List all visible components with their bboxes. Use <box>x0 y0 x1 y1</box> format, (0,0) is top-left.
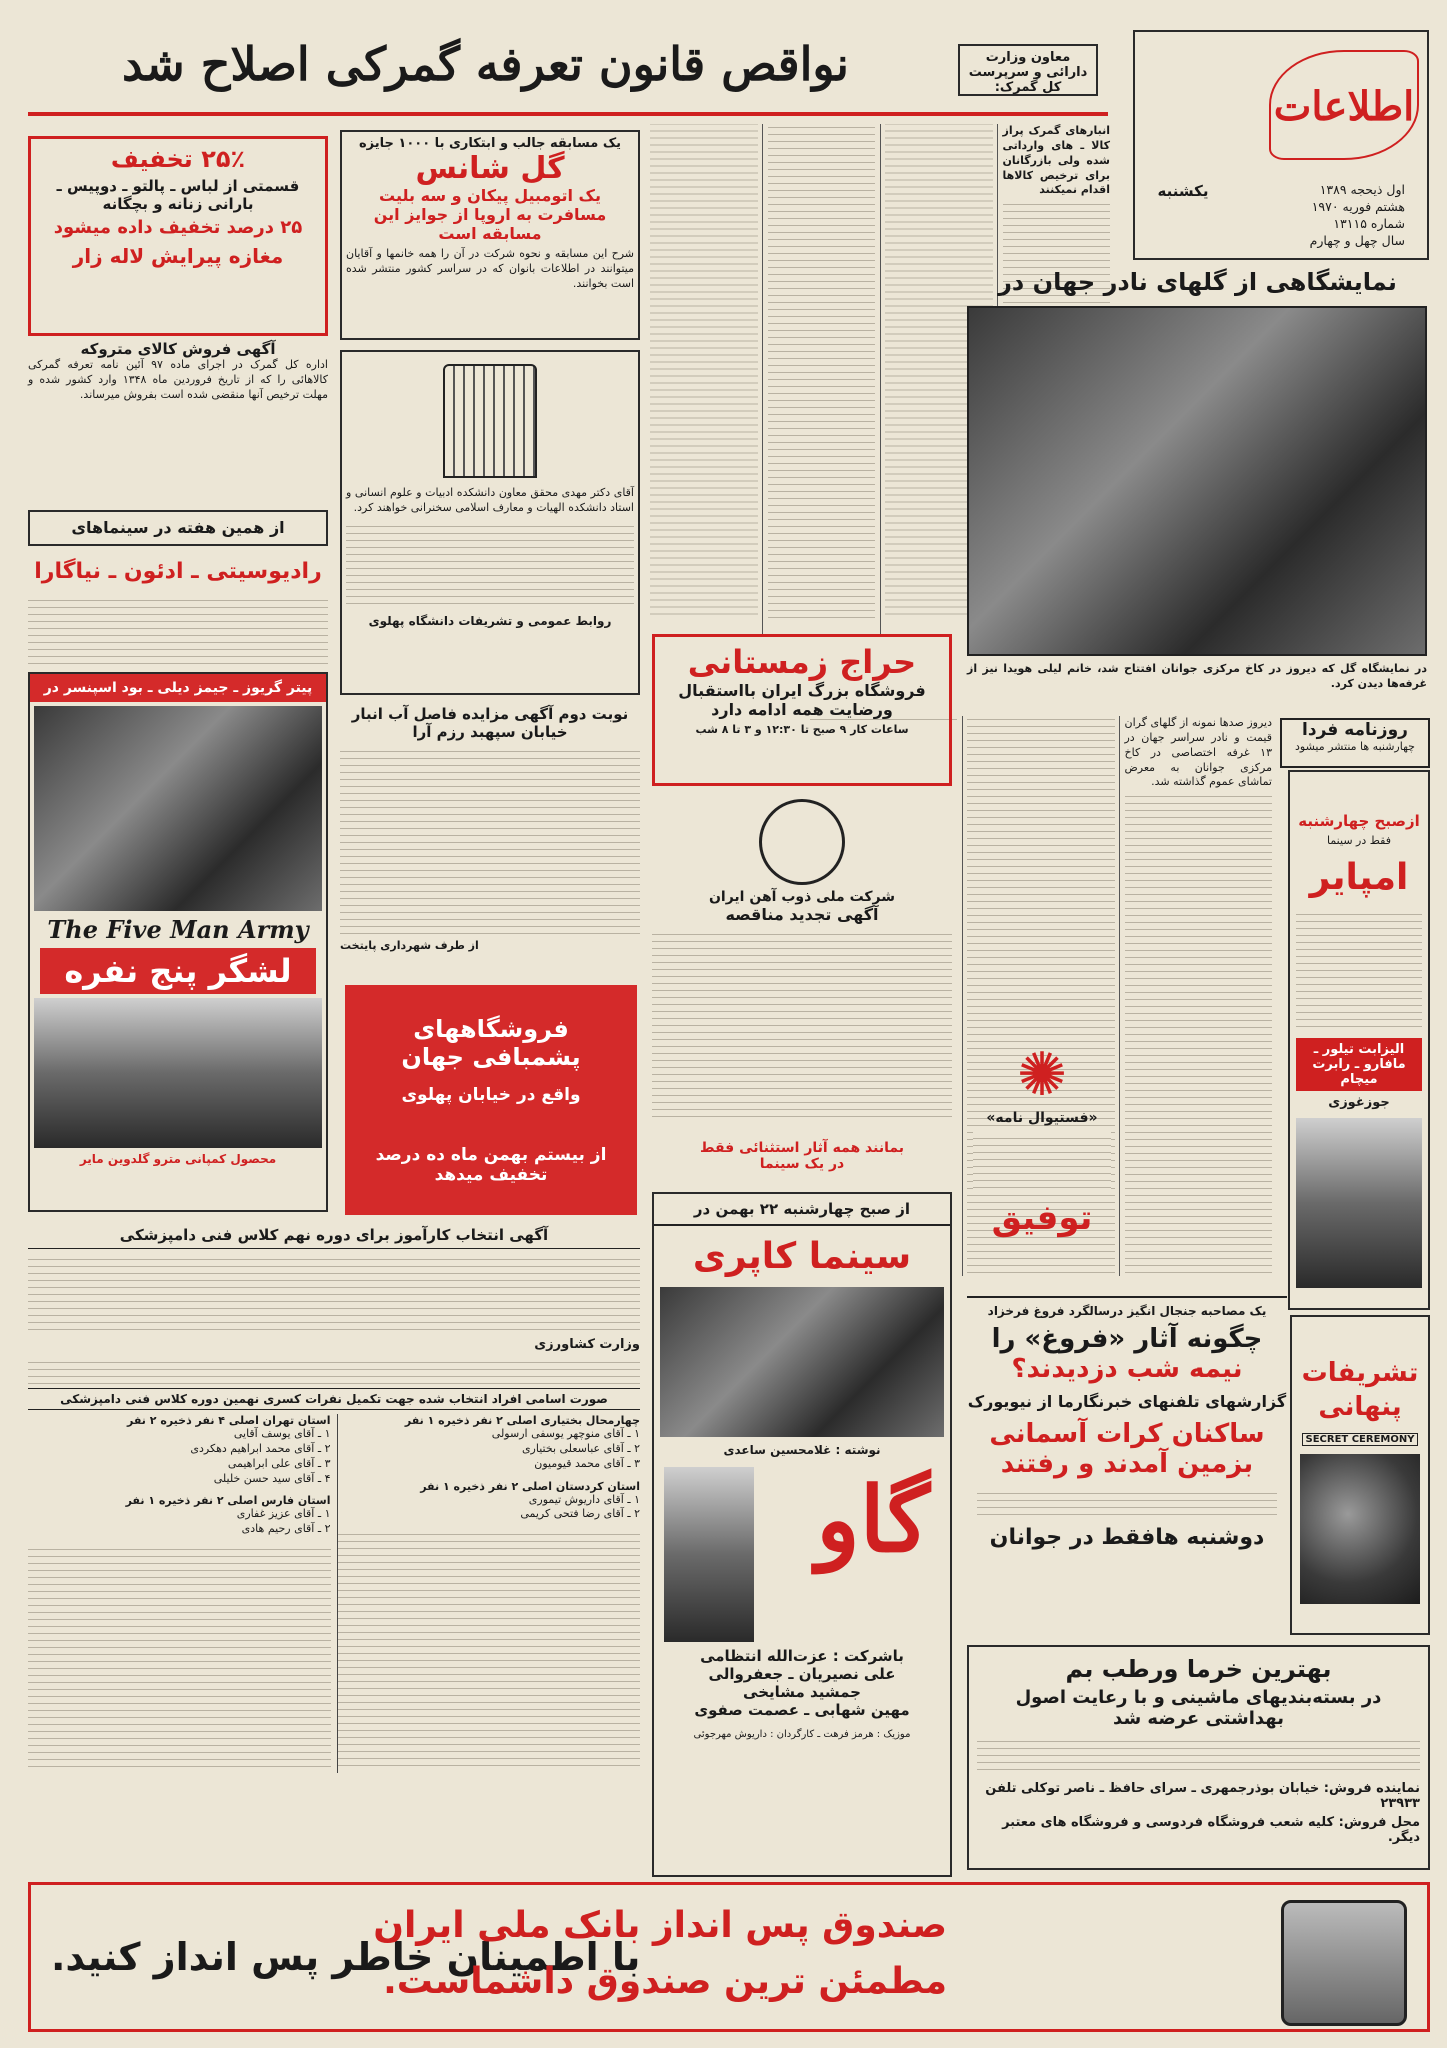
flower-show-title: نمایشگاهی از گلهای نادر جهان در <box>998 268 1397 296</box>
exam-row: ۲ ـ آقای رحیم هادی <box>241 1522 331 1536</box>
forough-feature <box>967 1296 1287 1636</box>
capri-cast-3: مهین شهابی ـ عصمت صفوی <box>694 1701 910 1719</box>
exam-notice <box>28 1222 640 1872</box>
exam-col-title: چهارمحال بختیاری اصلی ۲ نفر ذخیره ۱ نفر <box>404 1414 640 1427</box>
dates-title: بهترین خرما ورطب بم <box>1065 1655 1332 1683</box>
exam-col-2 <box>28 1414 331 1773</box>
forough-question: چگونه آثار «فروغ» را <box>991 1324 1263 1354</box>
exam-col-title: استان کردستان اصلی ۲ نفر ذخیره ۱ نفر <box>420 1479 640 1493</box>
date-line: اول ذیحجه ۱۳۸۹ <box>1319 182 1405 197</box>
capri-kicker: از صبح چهارشنبه ۲۲ بهمن در <box>654 1194 950 1226</box>
car-auction-notice <box>28 340 328 500</box>
tender-heading: نوبت دوم آگهی مزایده فاصل آب انبار خیابان سپهبد رزم آرا <box>351 705 629 741</box>
exam-row: ۲ ـ آقای رضا فتحی کریمی <box>520 1507 640 1521</box>
exam-col-title: استان تهران اصلی ۴ نفر ذخیره ۲ نفر <box>127 1414 331 1427</box>
capri-film-title: گاو <box>816 1467 930 1573</box>
movie-footer: محصول کمپانی مترو گلدوین مایر <box>79 1152 277 1166</box>
winter-sale-sub: فروشگاه بزرگ ایران بااستقبال <box>678 681 926 700</box>
flower-show-caption: در نمایشگاه گل که دیروز در کاخ مرکزی جوانان افتتاح شد، خانم لیلی هویدا نیز از غرفه‌ها دیدن کرد. <box>967 662 1427 690</box>
piggy-bank-icon <box>1281 1900 1407 2026</box>
secret-ceremony-ad <box>1290 1315 1430 1635</box>
steel-co-notice <box>652 795 952 1135</box>
contest-prize: یک اتومبیل پیکان و سه بلیت مسافرت به اروپا از جوایز این مسابقه است <box>373 186 607 243</box>
movie-persian-title: لشگر پنج نفره <box>40 948 316 994</box>
bank-slogan-right: صندوق پس انداز بانک ملی ایران <box>373 1905 947 1946</box>
bank-ad <box>28 1882 1430 2032</box>
forough-text-lines <box>977 1487 1277 1517</box>
cinema-capri-ad <box>652 1192 952 1877</box>
headline-bullet: انبارهای گمرک پراز کالا ـ های وارداتی شده ولی بازرگانان برای ترخیص کالاها اقدام نمیکنند <box>1002 124 1110 197</box>
exam-signature-lines <box>28 1356 640 1384</box>
bakery-sale: از بیستم بهمن ماه ده درصد تخفیف میدهد <box>375 1145 607 1185</box>
exam-text-lines <box>28 1253 640 1333</box>
movie-photo-2 <box>34 998 322 1148</box>
tomorrow-title: روزنامه فردا <box>1302 720 1408 740</box>
capri-name: سینما کاپری <box>692 1236 912 1277</box>
exam-row: ۱ ـ آقای منوچهر یوسفی ارسولی <box>491 1427 640 1440</box>
exam-ministry: وزارت کشاورزی <box>534 1337 640 1352</box>
exam-col-title: استان فارس اصلی ۲ نفر ذخیره ۱ نفر <box>125 1494 331 1508</box>
capri-cast-1: علی نصیریان ـ جعفروالی <box>708 1665 896 1683</box>
winter-sale-sub-2: ورضایت همه ادامه دارد <box>711 700 893 719</box>
discount-ad <box>28 136 328 336</box>
university-emblem-icon <box>443 364 537 478</box>
towfigh-brand: توفیق <box>991 1198 1093 1238</box>
dates-agent: نماینده فروش: خیابان بوذرجمهری ـ سرای حافظ ـ ناصر توکلی تلفن ۲۳۹۳۳ <box>985 1781 1420 1811</box>
steel-text-lines <box>652 928 952 1118</box>
cinemas-week: از همین هفته در سینماهای <box>28 510 328 546</box>
dates-sub: در بسته‌بندیهای ماشینی و با رعایت اصول بهداشتی عرضه شد <box>1015 1687 1382 1729</box>
tender-footer: از طرف شهرداری پایتخت <box>340 939 479 952</box>
masthead-box <box>1133 30 1429 260</box>
tomorrow-box <box>1280 718 1430 768</box>
dates-ad <box>967 1645 1430 1870</box>
date-line: سال چهل و چهارم <box>1309 232 1405 248</box>
date-line: هشتم فوریه ۱۹۷۰ <box>1311 198 1405 214</box>
movie-ad <box>28 672 328 1212</box>
lecture-body: آقای دکتر مهدی محقق معاون دانشکده ادبیات و علوم انسانی و استاد دانشکده الهیات و معارف اسلامی سخنرانی خواهند کرد. <box>346 486 634 514</box>
contest-note: شرح این مسابقه و نحوه شرکت در آن را همه خانمها و آقایان میتوانند در اطلاعات بانوان که در سراسر کشور منتشر شده است بخوانند. <box>346 247 634 290</box>
empire-name: امپایر <box>1309 857 1409 898</box>
exam-row: ۱ ـ آقای یوسف آقایی <box>233 1427 331 1440</box>
forough-tail: دوشنبه هافقط در جوانان <box>989 1525 1265 1550</box>
contest-box <box>340 130 640 340</box>
discount-pct-2: ۲۵ درصد تخفیف داده میشود <box>53 217 303 238</box>
steel-co-title: آگهی تجدید مناقصه <box>725 905 879 924</box>
newspaper-logo: اطلاعات <box>1269 50 1419 160</box>
empire-cinema-ad <box>1288 770 1430 1310</box>
issue-dates <box>1225 182 1405 250</box>
empire-film: جوزغوزی <box>1328 1095 1390 1110</box>
empire-sub: فقط در سینما <box>1326 834 1392 847</box>
ufo-headline: ساکنان کرات آسمانی <box>989 1419 1265 1449</box>
exam-heading: آگهی انتخاب کارآموز برای دوره نهم کلاس فنی دامپزشکی <box>28 1222 640 1249</box>
auction-title: آگهی فروش کالای متروکه <box>80 340 276 358</box>
exam-row: ۴ ـ آقای سید حسن خلیلی <box>213 1471 331 1485</box>
main-headline: نواقص قانون تعرفه گمرکی اصلاح شد <box>122 37 849 91</box>
book-text-lines <box>973 1132 1111 1192</box>
auction-body: اداره کل گمرک در اجرای ماده ۹۷ آئین نامه تعرفه گمرکی کالاهائی را که از تاریخ فروردین ماه ۱۳۴۸ وارد کشور شده و مهلت ترخیص آنها منقضی شده است بفروش میرساند. <box>28 358 328 401</box>
bank-slogan-right-2: مطمئن ترین صندوق داشماست. <box>383 1961 947 2002</box>
tomorrow-sub: چهارشنبه ها منتشر میشود <box>1295 740 1415 753</box>
bakery-ad <box>345 985 637 1215</box>
capri-cast-2: جمشید مشایخی <box>743 1683 861 1701</box>
bank-slogan-left: با اطمینان خاطر پس انداز کنید. <box>51 1935 641 1979</box>
cinema-text-lines <box>28 594 328 664</box>
exam-row: ۳ ـ آقای محمد قیومیون <box>534 1456 640 1470</box>
forough-reports: گزارشهای تلفنهای خبرنگارما از نیویورک <box>967 1392 1287 1411</box>
exam-col <box>337 1414 641 1773</box>
exam-row: ۲ ـ آقای عباسعلی بختیاری <box>521 1441 640 1455</box>
exam-list-title: صورت اسامی افراد انتخاب شده جهت تکمیل نفرات کسری نهمین دوره کلاس فنی دامپزشکی <box>28 1388 640 1410</box>
exam-row: ۳ ـ آقای علی ابراهیمی <box>227 1456 331 1470</box>
unique-film-note <box>652 1140 952 1190</box>
headline-kicker: معاون وزارت دارائی و سرپرست کل گمرک: <box>958 44 1098 96</box>
towfigh-icon: ✺ <box>1016 1040 1068 1110</box>
discount-text: قسمتی از لباس ـ پالتو ـ دوپیس ـ بارانی زنانه و بچگانه <box>56 177 300 213</box>
bakery-title: فروشگاههای پشمبافی جهان <box>401 1015 581 1071</box>
capri-actor-photo <box>664 1467 754 1642</box>
steel-co-logo-icon <box>759 799 845 885</box>
winter-sale-ad <box>652 634 952 786</box>
exam-results <box>28 1414 640 1773</box>
empire-text-lines <box>1296 908 1422 1028</box>
lecture-footer: روابط عمومی و تشریفات دانشگاه پهلوی <box>368 613 612 628</box>
contest-intro: یک مسابقه جالب و ابتکاری با ۱۰۰۰ جایزه <box>358 136 622 151</box>
flower-show-photo <box>967 306 1427 656</box>
dates-where: محل فروش: کلیه شعب فروشگاه فردوسی و فروشگاه های معتبر دیگر. <box>1002 1815 1420 1845</box>
capri-director: باشرکت : عزت‌الله انتظامی <box>700 1647 904 1665</box>
discount-pct: ۲۵٪ تخفیف <box>110 145 246 173</box>
exam-row: ۱ ـ آقای عزیز غفاری <box>236 1507 331 1521</box>
ceremony-photo <box>1300 1454 1420 1604</box>
tender-notice <box>340 705 640 975</box>
date-line: شماره ۱۳۱۱۵ <box>1333 215 1405 231</box>
capri-photo <box>660 1287 944 1437</box>
exam-row: ۲ ـ آقای محمد ابراهیم دهکردی <box>190 1441 331 1455</box>
steel-co-name: شرکت ملی ذوب آهن ایران <box>708 889 896 905</box>
festival-book-title: «فستیوال نامه» <box>986 1110 1098 1126</box>
winter-sale-hours: ساعات کار ۹ صبح تا ۱۲:۳۰ و ۳ تا ۸ شب <box>695 723 909 736</box>
forough-question-2: نیمه شب دزدیدند؟ <box>1011 1354 1243 1384</box>
ceremony-credit: SECRET CEREMONY <box>1302 1433 1418 1446</box>
ceremony-title: تشریفات پنهانی <box>1301 1358 1419 1422</box>
exam-more-rows <box>28 1543 331 1773</box>
capri-writer: نوشته : غلامحسین ساعدی <box>723 1443 881 1457</box>
flower-body-text: دیروز صدها نمونه از گلهای گران قیمت و نادر سراسر جهان در ۱۳ غرفه اختصاصی در کاخ مرکزی جوانان به معرض تماشای عموم گذاشته شد. <box>1124 716 1272 789</box>
lecture-text-lines <box>346 520 634 610</box>
unique-film-line-2: در یک سینما <box>759 1156 845 1172</box>
headline-rule <box>28 112 1108 116</box>
capri-film-block <box>654 1457 950 1647</box>
cinema-names: رادیوسیتی ـ ادئون ـ نیاگارا <box>34 559 322 584</box>
movie-stars: پیتر گریوز ـ جیمز دیلی ـ بود اسپنسر در <box>30 674 326 702</box>
towfigh-ad <box>967 1040 1117 1280</box>
exam-row: ۱ ـ آقای داریوش تیموری <box>528 1492 640 1506</box>
bakery-addr: واقع در خیابان پهلوی <box>401 1085 581 1105</box>
winter-sale-title: حراج زمستانی <box>687 643 917 681</box>
empire-kicker: ازصبح چهارشنبه <box>1298 812 1420 830</box>
dates-text-lines <box>977 1735 1420 1775</box>
forough-kicker: یک مصاحبه جنجال انگیز درسالگرد فروغ فرخزاد <box>987 1304 1267 1318</box>
tender-text-lines <box>340 745 640 935</box>
discount-shop: مغازه پیرایش لاله زار <box>72 244 284 268</box>
empire-photo <box>1296 1118 1422 1288</box>
empire-stars: الیزابت تیلور ـ مافارو ـ رابرت میچام <box>1296 1038 1422 1091</box>
issue-day: یکشنبه <box>1157 182 1209 200</box>
unique-film-line: بمانند همه آثار استثنائی فقط <box>699 1140 905 1156</box>
exam-more-rows <box>338 1528 641 1768</box>
movie-photo <box>34 706 322 911</box>
movie-english-title: The Five Man Army <box>47 915 309 944</box>
capri-crew: موزیک : هرمز فرهت ـ کارگردان : داریوش مهرجوئی <box>693 1729 911 1740</box>
lecture-box <box>340 350 640 695</box>
contest-name: گل شانس <box>415 151 565 186</box>
ufo-headline-2: بزمین آمدند و رفتند <box>1000 1449 1254 1479</box>
